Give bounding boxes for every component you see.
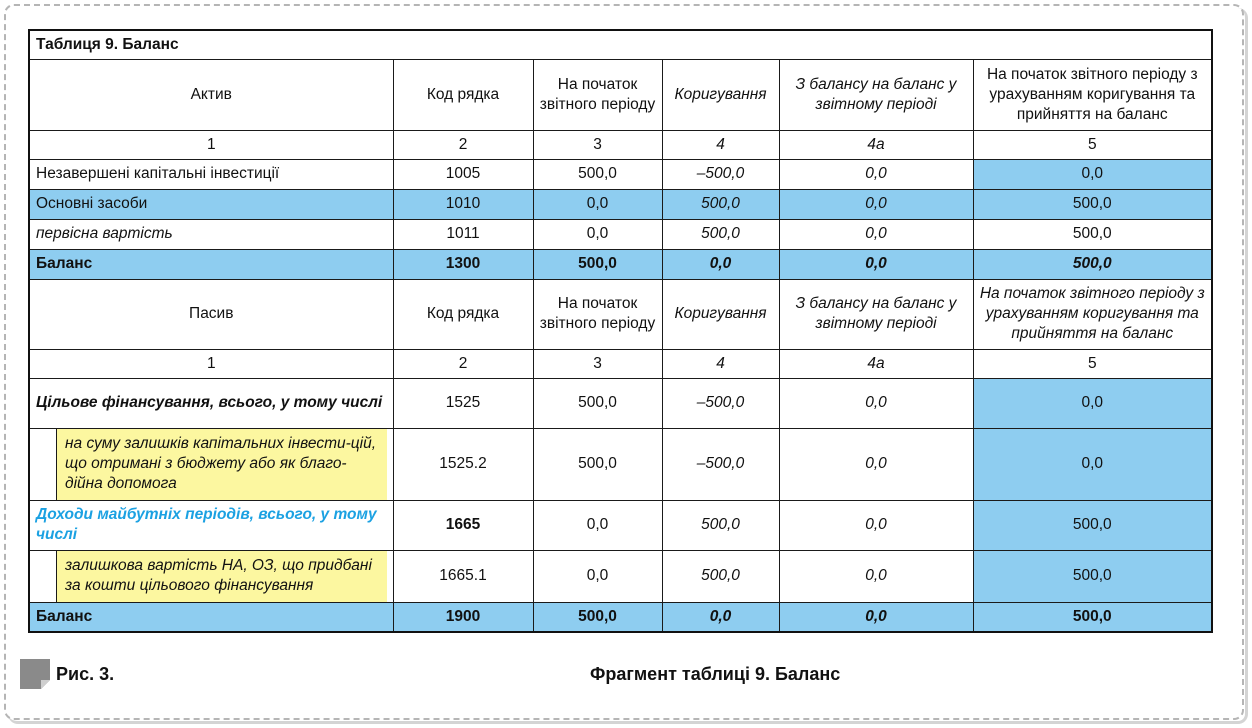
row-start: 0,0 — [533, 500, 662, 550]
header-transfer: З балансу на баланс у звітному періоді — [779, 279, 973, 349]
table-row — [29, 189, 1212, 219]
row-start: 500,0 — [533, 159, 662, 189]
table-row — [29, 428, 1212, 500]
row-result: 500,0 — [973, 189, 1212, 219]
row-name: на суму залишків капітальних інвести-цій, що отримані з бюджету або як благо-дійна допомога — [56, 429, 387, 500]
asset-header-row — [29, 59, 1212, 130]
row-adjustment: 500,0 — [662, 189, 779, 219]
table-row — [29, 500, 1212, 550]
total-transfer: 0,0 — [779, 249, 973, 279]
figure-number: Рис. 3. — [56, 663, 115, 684]
row-result: 0,0 — [973, 159, 1212, 189]
row-transfer: 0,0 — [779, 550, 973, 602]
num-2: 2 — [393, 130, 533, 159]
row-transfer: 0,0 — [779, 378, 973, 428]
header-adjustment: Коригування — [662, 279, 779, 349]
num-4: 4 — [662, 349, 779, 378]
num-5: 5 — [973, 349, 1212, 378]
table-row — [29, 219, 1212, 249]
row-adjustment: 500,0 — [662, 219, 779, 249]
row-adjustment: 500,0 — [662, 500, 779, 550]
row-adjustment: –500,0 — [662, 378, 779, 428]
figure-square-icon — [20, 659, 50, 689]
row-name-cell — [29, 428, 393, 500]
row-code: 1665.1 — [393, 550, 533, 602]
table-row — [29, 378, 1212, 428]
row-result: 500,0 — [973, 500, 1212, 550]
table-title: Таблиця 9. Баланс — [29, 30, 1212, 59]
total-code: 1900 — [393, 602, 533, 632]
row-name: Цільове фінансування, всього, у тому числі — [29, 378, 393, 428]
numbering-row — [29, 349, 1212, 378]
row-transfer: 0,0 — [779, 500, 973, 550]
num-1: 1 — [29, 130, 393, 159]
total-code: 1300 — [393, 249, 533, 279]
row-name: Незавершені капітальні інвестиції — [29, 159, 393, 189]
row-code: 1525.2 — [393, 428, 533, 500]
total-start: 500,0 — [533, 602, 662, 632]
header-adjustment: Коригування — [662, 59, 779, 130]
liability-total-row — [29, 602, 1212, 632]
header-transfer: З балансу на баланс у звітному періоді — [779, 59, 973, 130]
row-result: 0,0 — [973, 378, 1212, 428]
row-code: 1665 — [393, 500, 533, 550]
row-start: 500,0 — [533, 378, 662, 428]
row-name: первісна вартість — [29, 219, 393, 249]
row-adjustment: –500,0 — [662, 428, 779, 500]
row-transfer: 0,0 — [779, 428, 973, 500]
header-code: Код рядка — [393, 279, 533, 349]
row-code: 1010 — [393, 189, 533, 219]
total-name: Баланс — [29, 249, 393, 279]
total-adjustment: 0,0 — [662, 602, 779, 632]
num-1: 1 — [29, 349, 393, 378]
row-code: 1005 — [393, 159, 533, 189]
num-4a: 4а — [779, 130, 973, 159]
row-result: 0,0 — [973, 428, 1212, 500]
num-5: 5 — [973, 130, 1212, 159]
total-transfer: 0,0 — [779, 602, 973, 632]
figure-label — [20, 659, 114, 689]
row-transfer: 0,0 — [779, 189, 973, 219]
balance-table — [28, 29, 1213, 633]
table-row — [29, 159, 1212, 189]
num-4a: 4а — [779, 349, 973, 378]
row-name: залишкова вартість НА, ОЗ, що придбані за кошти цільового фінансування — [56, 551, 387, 602]
row-adjustment: 500,0 — [662, 550, 779, 602]
header-result: На початок звітного періоду з урахуванням коригування та прийняття на баланс — [973, 59, 1212, 130]
num-3: 3 — [533, 130, 662, 159]
num-2: 2 — [393, 349, 533, 378]
row-result: 500,0 — [973, 219, 1212, 249]
row-start: 0,0 — [533, 550, 662, 602]
total-result: 500,0 — [973, 602, 1212, 632]
liability-header-row — [29, 279, 1212, 349]
figure-caption: Фрагмент таблиці 9. Баланс — [590, 664, 841, 684]
total-adjustment: 0,0 — [662, 249, 779, 279]
asset-total-row — [29, 249, 1212, 279]
total-name: Баланс — [29, 602, 393, 632]
header-aktiv: Актив — [29, 59, 393, 130]
total-start: 500,0 — [533, 249, 662, 279]
row-name-cell — [29, 550, 393, 602]
header-start: На початок звітного періоду — [533, 59, 662, 130]
header-code: Код рядка — [393, 59, 533, 130]
total-result: 500,0 — [973, 249, 1212, 279]
row-adjustment: –500,0 — [662, 159, 779, 189]
row-result: 500,0 — [973, 550, 1212, 602]
row-transfer: 0,0 — [779, 219, 973, 249]
row-start: 500,0 — [533, 428, 662, 500]
header-start: На початок звітного періоду — [533, 279, 662, 349]
row-code: 1011 — [393, 219, 533, 249]
row-start: 0,0 — [533, 219, 662, 249]
num-4: 4 — [662, 130, 779, 159]
row-name: Основні засоби — [29, 189, 393, 219]
row-code: 1525 — [393, 378, 533, 428]
row-start: 0,0 — [533, 189, 662, 219]
header-pasyv: Пасив — [29, 279, 393, 349]
num-3: 3 — [533, 349, 662, 378]
numbering-row — [29, 130, 1212, 159]
table-row — [29, 550, 1212, 602]
row-transfer: 0,0 — [779, 159, 973, 189]
row-name: Доходи майбутніх періодів, всього, у тому числі — [29, 500, 393, 550]
header-result: На початок звітного періоду з урахуванням коригування та прийняття на баланс — [973, 279, 1212, 349]
